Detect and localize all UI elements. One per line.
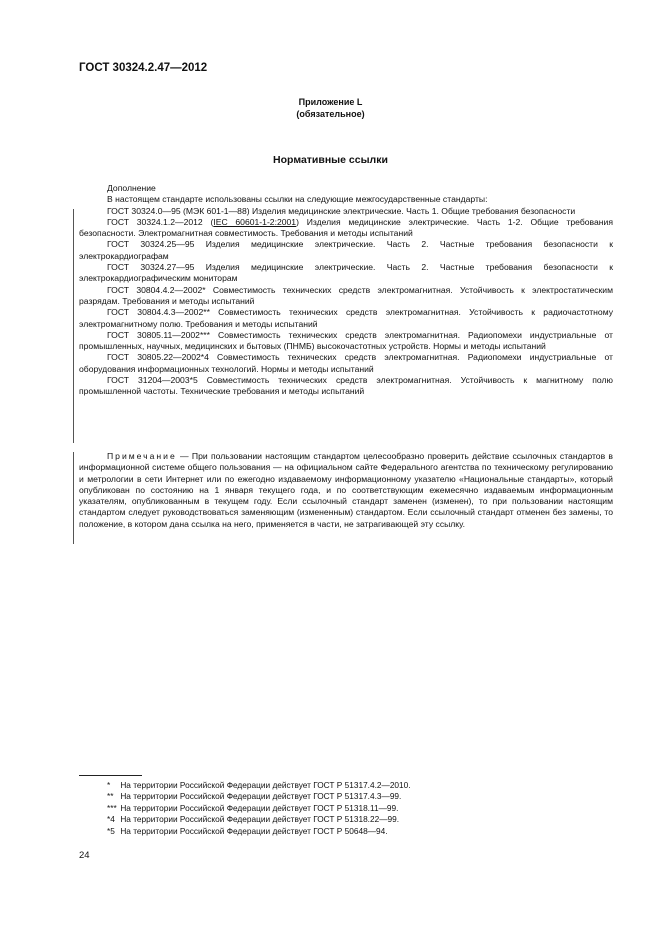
footnote-mark: * bbox=[107, 780, 111, 790]
note-text: — При пользовании настоящим стандартом целесообразно проверить действие ссылочных стандартов в информационной системе общего пользования — на официальном сайте Федерального агентства по техническому регулированию и метрологии в сети Интернет или по ежегодно издаваемому информационному указателю «Национальные стандарты», который опубликован по состоянию на 1 января текущего года, и по соответствующим ежемесячно издаваемым информационным указателям, опубликованным в текущем году. Если ссылочный стандарт заменен (изменен), то при пользовании настоящим стандартом следует руководствоваться заменяющим (измененным) стандартом. Если ссылочный стандарт отменен без замены, то положение, в котором дана ссылка на него, применяется в части, не затрагивающей эту ссылку. bbox=[79, 451, 613, 529]
ref-item: ГОСТ 30324.1.2—2012 (IEC 60601-1-2:2001) Изделия медицинские электрические. Часть 1-2. Общие требования безопасности. Электромагнитная совместимость. Требования и методы испытаний bbox=[79, 216, 613, 239]
ref-item: ГОСТ 30324.25—95 Изделия медицинские электрические. Часть 2. Частные требования безопасности к электрокардиографам bbox=[79, 239, 613, 261]
footnote-item bbox=[107, 803, 411, 814]
footnote-mark: *4 bbox=[107, 814, 115, 825]
footnote-separator bbox=[79, 775, 142, 776]
annex-label: Приложение L bbox=[298, 97, 363, 107]
ref-item: ГОСТ 30804.4.2—2002* Совместимость технических средств электромагнитная. Устойчивость к электростатическим разрядам. Требования и методы испытаний bbox=[79, 284, 613, 306]
footnote-text: На территории Российской Федерации действует ГОСТ Р 51318.22—99. bbox=[120, 814, 400, 825]
note-block bbox=[79, 451, 613, 530]
references-body bbox=[79, 183, 613, 398]
note-label: Примечание bbox=[107, 451, 177, 461]
footnote-item bbox=[107, 814, 411, 825]
footnote-mark: *** bbox=[107, 802, 117, 813]
ref-item: ГОСТ 30324.27—95 Изделия медицинские электрические. Часть 2. Частные требования безопасности к электрокардиографическим мониторам bbox=[79, 262, 613, 284]
annex-status: (обязательное) bbox=[296, 109, 365, 119]
ref-item: ГОСТ 30324.0—95 (МЭК 601-1—88) Изделия медицинские электрические. Часть 1. Общие требования безопасности bbox=[107, 205, 576, 216]
addition-label: Дополнение bbox=[107, 183, 156, 193]
annex-title: Нормативные ссылки bbox=[273, 154, 388, 166]
ref-item: ГОСТ 30805.22—2002*4 Совместимость технических средств электромагнитная. Радиопомехи индустриальные от оборудования информационных технологий. Нормы и методы испытаний bbox=[79, 352, 613, 374]
footnote-item bbox=[107, 826, 411, 837]
footnote-mark: ** bbox=[107, 791, 114, 802]
ref-item: ГОСТ 30804.4.3—2002** Совместимость технических средств электромагнитная. Устойчивость к радиочастотному электромагнитному полю. Требования и методы испытаний bbox=[79, 307, 613, 329]
footnote-text: На территории Российской Федерации действует ГОСТ Р 51317.4.2—2010. bbox=[120, 780, 411, 790]
page-number: 24 bbox=[79, 850, 90, 861]
change-bar-note bbox=[73, 452, 74, 544]
footnote-text: На территории Российской Федерации действует ГОСТ Р 51317.4.3—99. bbox=[120, 791, 402, 802]
footnote-text: На территории Российской Федерации действует ГОСТ Р 51318.11—99. bbox=[120, 802, 399, 813]
ref-item: ГОСТ 31204—2003*5 Совместимость технических средств электромагнитная. Устойчивость к магнитному полю промышленной частоты. Технические требования и методы испытаний bbox=[79, 375, 613, 397]
ref-item: ГОСТ 30805.11—2002*** Совместимость технических средств электромагнитная. Радиопомехи индустриальные от промышленных, научных, медицинских и бытовых (ПНМБ) высокочастотных устройств. Нормы и методы испытаний bbox=[79, 329, 613, 352]
change-bar-refs bbox=[73, 209, 74, 443]
footnotes bbox=[107, 780, 411, 837]
note-paragraph bbox=[79, 451, 613, 530]
footnote-text: На территории Российской Федерации действует ГОСТ Р 50648—94. bbox=[120, 825, 388, 836]
footnote-item bbox=[107, 791, 411, 802]
footnote-mark: *5 bbox=[107, 825, 115, 836]
footnote-item bbox=[107, 780, 411, 791]
intro-text: В настоящем стандарте использованы ссылки на следующие межгосударственные стандарты: bbox=[107, 194, 488, 205]
document-header: ГОСТ 30324.2.47—2012 bbox=[79, 62, 208, 74]
